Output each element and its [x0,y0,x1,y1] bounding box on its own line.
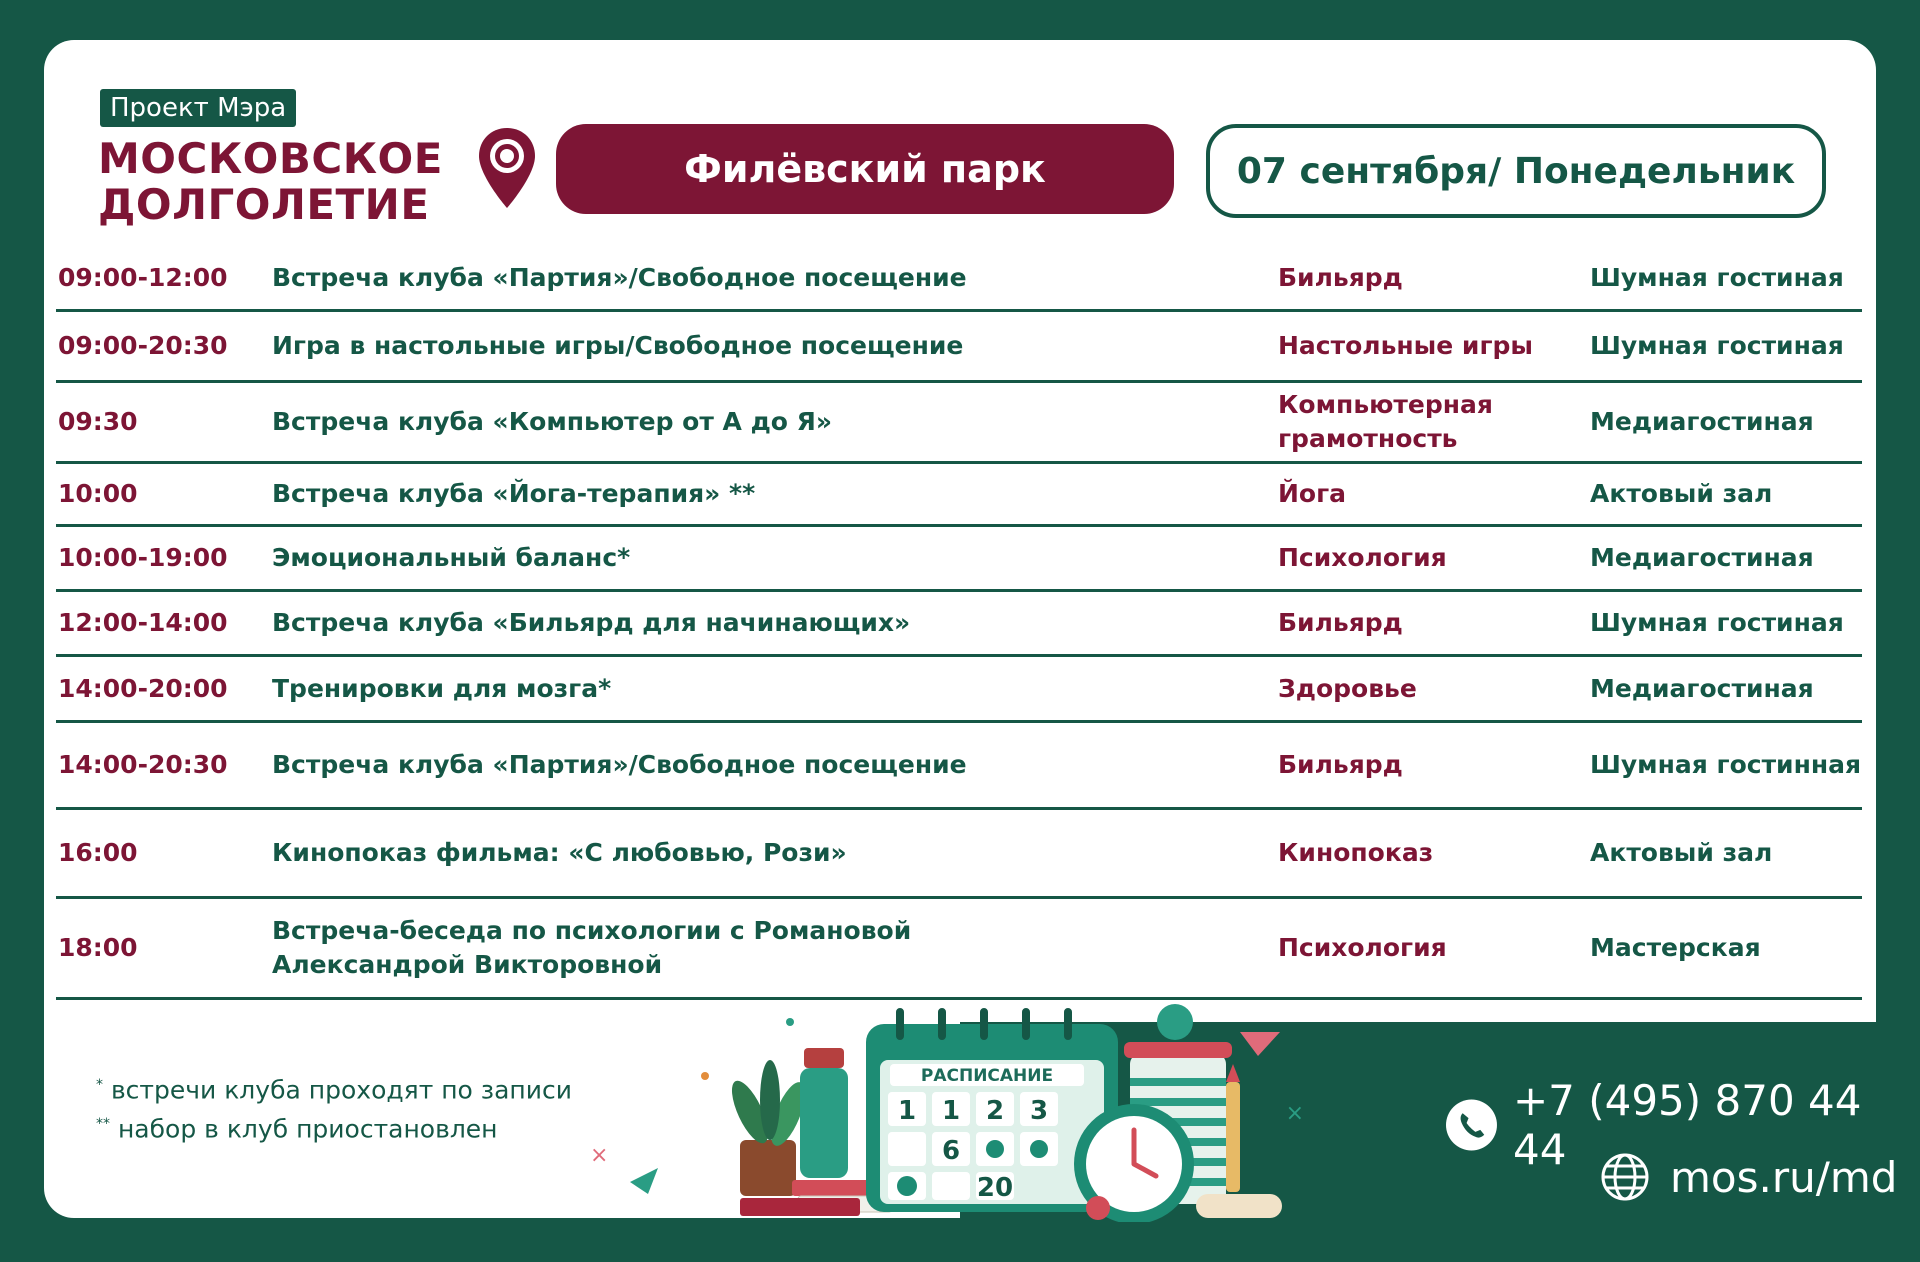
calendar-label: РАСПИСАНИЕ [920,1066,1054,1086]
site-link[interactable]: mos.ru/md [1670,1152,1898,1202]
event-category: Бильярд [1278,262,1403,292]
event-time: 09:30 [58,407,138,436]
event-time: 09:00-20:30 [58,331,228,360]
event-time: 09:00-12:00 [58,262,228,292]
event-title: Игра в настольные игры/Свободное посещение [272,331,964,360]
table-row [56,657,1862,723]
event-category: Бильярд [1278,750,1403,779]
event-place: Шумная гостиная [1590,608,1844,637]
event-category: Бильярд [1278,608,1403,637]
event-category: Компьютерная грамотность [1278,390,1493,453]
event-category: Здоровье [1278,673,1417,703]
event-title: Тренировки для мозга* [272,673,612,703]
table-row [56,246,1862,312]
footnote-1 [96,1068,572,1107]
event-place: Актовый зал [1590,479,1773,508]
event-place: Медиагостиная [1590,407,1814,436]
event-place: Актовый зал [1590,838,1773,867]
site-contact [1600,1152,1897,1202]
schedule-table [56,246,1862,1000]
svg-text:×: × [1285,1101,1304,1126]
brand-line-1: МОСКОВСКОЕ [98,134,443,183]
calendar-cell: 1 [941,1096,961,1126]
event-time: 14:00-20:00 [58,673,228,703]
brand-line-2: ДОЛГОЛЕТИЕ [98,180,430,229]
event-place: Шумная гостинная [1590,750,1862,779]
event-time: 14:00-20:30 [58,750,228,779]
phone-icon [1446,1099,1497,1151]
brand-logo [98,136,443,228]
calendar-cell: 1 [897,1096,917,1126]
event-place: Шумная гостиная [1590,262,1844,292]
event-category: Кинопоказ [1278,838,1434,867]
event-time: 18:00 [58,933,138,962]
event-title: Эмоциональный баланс* [272,543,631,572]
event-title: Встреча-беседа по психологии с Романовой Александрой Викторовной [272,916,912,979]
table-row [56,592,1862,657]
table-row [56,312,1862,383]
event-category: Психология [1278,933,1447,962]
event-title: Встреча клуба «Йога-терапия» ** [272,479,756,508]
event-time: 12:00-14:00 [58,608,228,637]
calendar-cell: 6 [941,1136,961,1166]
phone-number[interactable]: +7 (495) 870 44 44 [1512,1076,1862,1174]
event-place: Мастерская [1590,933,1761,962]
calendar-cell: 3 [1029,1096,1049,1126]
footnotes [96,1068,572,1147]
table-row [56,464,1862,527]
footnote-2-mark: ** [96,1116,110,1133]
event-category: Настольные игры [1278,331,1534,360]
calendar-cell: 2 [985,1096,1005,1126]
event-place: Шумная гостиная [1590,331,1844,360]
event-time: 16:00 [58,838,138,867]
footnote-1-text: встречи клуба проходят по записи [110,1075,572,1105]
calendar-illustration [590,972,1310,1222]
footnote-1-mark: * [96,1077,103,1093]
calendar-cell: 20 [976,1173,1014,1203]
footnote-2 [96,1107,572,1146]
park-name: Филёвский парк [556,124,1174,214]
table-row [56,810,1862,899]
table-row [56,383,1862,464]
event-title: Встреча клуба «Компьютер от А до Я» [272,407,833,436]
event-category: Психология [1278,543,1447,572]
event-title: Встреча клуба «Партия»/Свободное посещение [272,262,967,292]
event-category: Йога [1278,479,1347,508]
location-pin-icon [476,126,538,210]
event-time: 10:00-19:00 [58,543,228,572]
table-row [56,527,1862,592]
table-row [56,723,1862,810]
event-title: Кинопоказ фильма: «С любовью, Рози» [272,838,847,867]
event-date: 07 сентября/ Понедельник [1206,124,1826,218]
event-time: 10:00 [58,479,138,508]
event-title: Встреча клуба «Бильярд для начинающих» [272,608,911,637]
event-place: Медиагостиная [1590,543,1814,572]
svg-text:×: × [590,1143,609,1168]
event-title: Встреча клуба «Партия»/Свободное посещение [272,750,967,779]
globe-icon [1600,1152,1650,1202]
event-place: Медиагостиная [1590,673,1814,703]
footnote-2-text: набор в клуб приостановлен [117,1114,498,1144]
project-badge: Проект Мэра [100,89,296,127]
